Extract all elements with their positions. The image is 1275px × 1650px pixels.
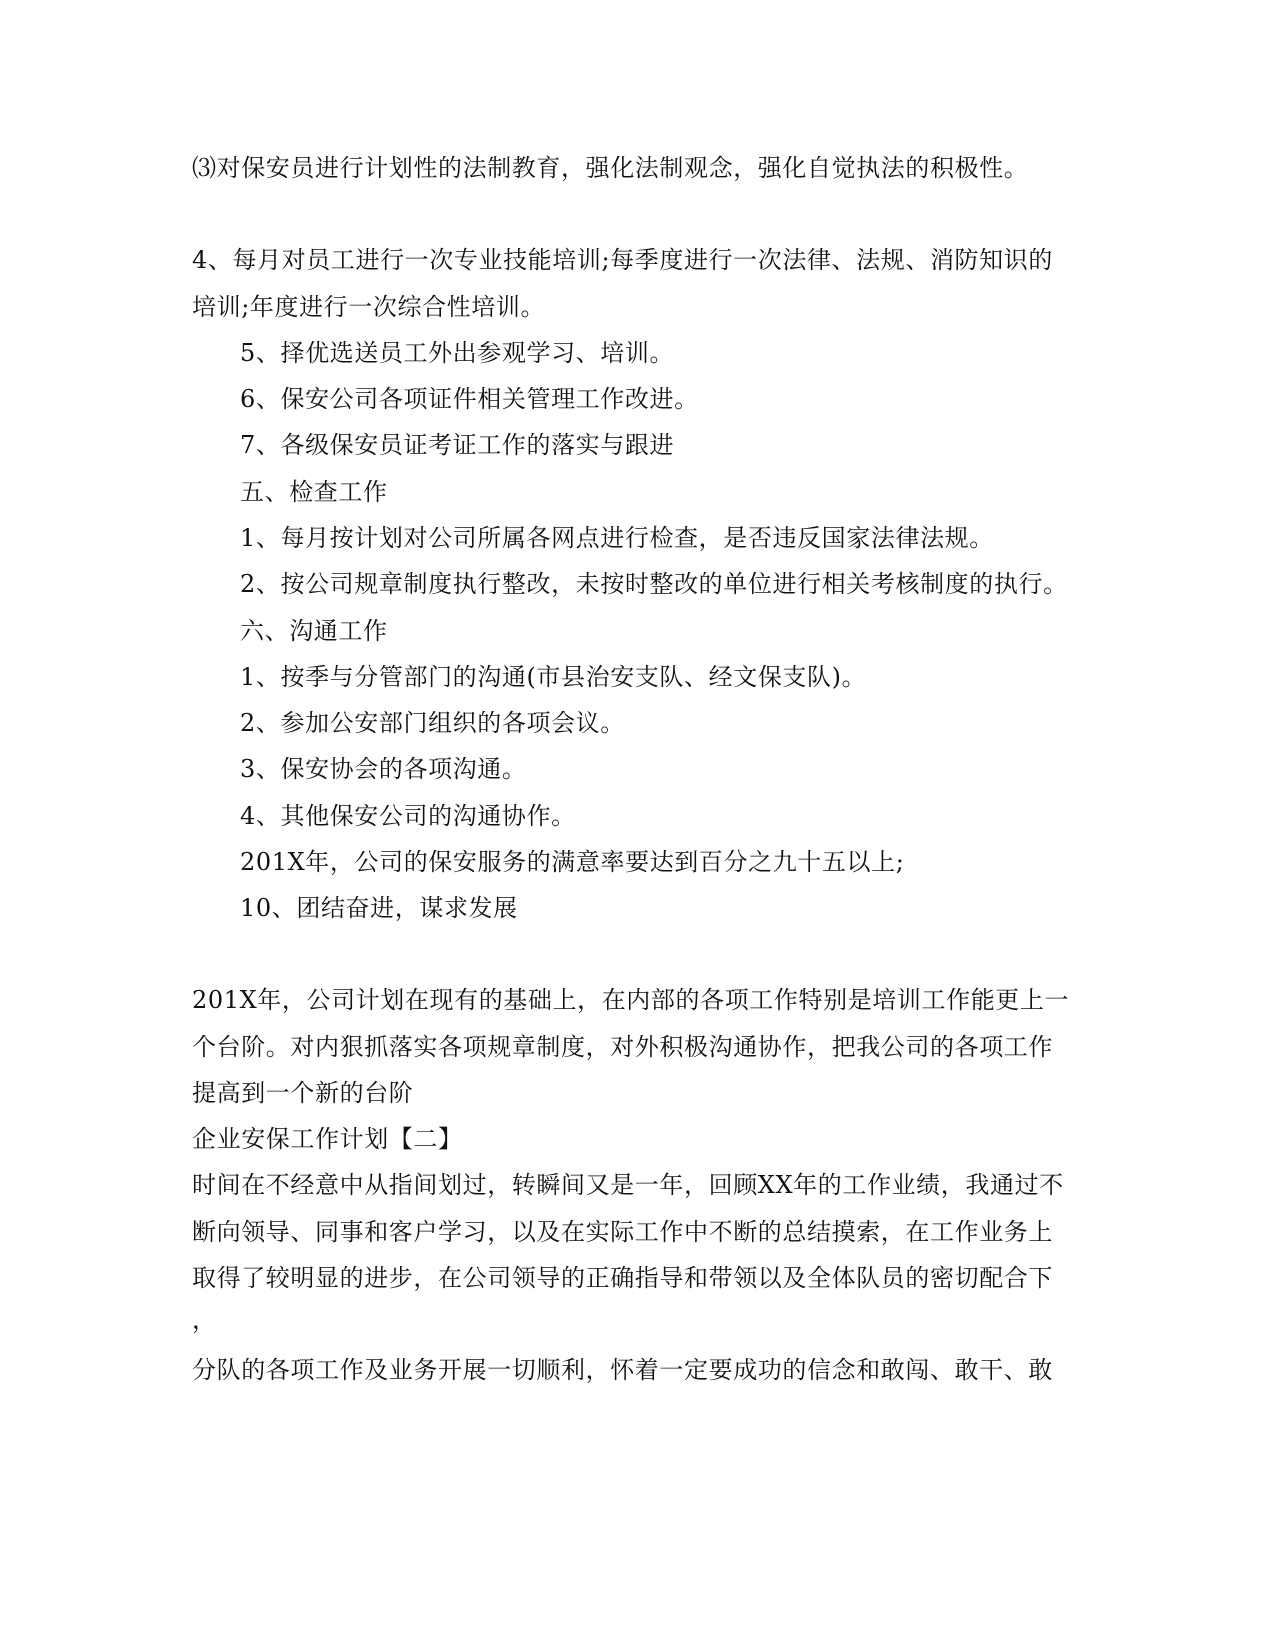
text-line: 培训;年度进行一次综合性培训。 xyxy=(192,293,546,321)
text-line: 2、参加公安部门组织的各项会议。 xyxy=(240,709,625,737)
text-line: 5、择优选送员工外出参观学习、培训。 xyxy=(240,339,675,367)
text-line: 分队的各项工作及业务开展一切顺利，怀着一定要成功的信念和敢闯、敢干、敢 xyxy=(192,1356,1053,1384)
text-line: ， xyxy=(192,1306,217,1334)
text-line: 个台阶。对内狠抓落实各项规章制度，对外积极沟通协作，把我公司的各项工作 xyxy=(192,1033,1053,1061)
section-heading: 五、检查工作 xyxy=(240,478,388,506)
text-line: 1、按季与分管部门的沟通(市县治安支队、经文保支队)。 xyxy=(240,663,867,691)
text-line: 时间在不经意中从指间划过，转瞬间又是一年，回顾XX年的工作业绩，我通过不 xyxy=(192,1171,1064,1199)
text-line: 1、每月按计划对公司所属各网点进行检查，是否违反国家法律法规。 xyxy=(240,524,994,552)
text-line: 提高到一个新的台阶 xyxy=(192,1079,414,1107)
text-line: 10、团结奋进，谋求发展 xyxy=(240,894,518,922)
document-title: 企业安保工作计划【二】 xyxy=(192,1125,463,1153)
section-heading: 六、沟通工作 xyxy=(240,617,388,645)
text-line: 断向领导、同事和客户学习，以及在实际工作中不断的总结摸索，在工作业务上 xyxy=(192,1218,1053,1246)
text-line: 201X年，公司的保安服务的满意率要达到百分之九十五以上; xyxy=(240,848,905,876)
text-line: 7、各级保安员证考证工作的落实与跟进 xyxy=(240,431,675,459)
text-line: 2、按公司规章制度执行整改，未按时整改的单位进行相关考核制度的执行。 xyxy=(240,570,1068,598)
text-line: 4、每月对员工进行一次专业技能培训;每季度进行一次法律、法规、消防知识的 xyxy=(192,246,1053,274)
text-line: 取得了较明显的进步，在公司领导的正确指导和带领以及全体队员的密切配合下 xyxy=(192,1264,1053,1292)
text-line: ⑶对保安员进行计划性的法制教育，强化法制观念，强化自觉执法的积极性。 xyxy=(192,154,1029,182)
text-line: 201X年，公司计划在现有的基础上，在内部的各项工作特别是培训工作能更上一 xyxy=(192,986,1070,1014)
text-line: 3、保安协会的各项沟通。 xyxy=(240,755,527,783)
text-line: 4、其他保安公司的沟通协作。 xyxy=(240,802,576,830)
text-line: 6、保安公司各项证件相关管理工作改进。 xyxy=(240,385,699,413)
